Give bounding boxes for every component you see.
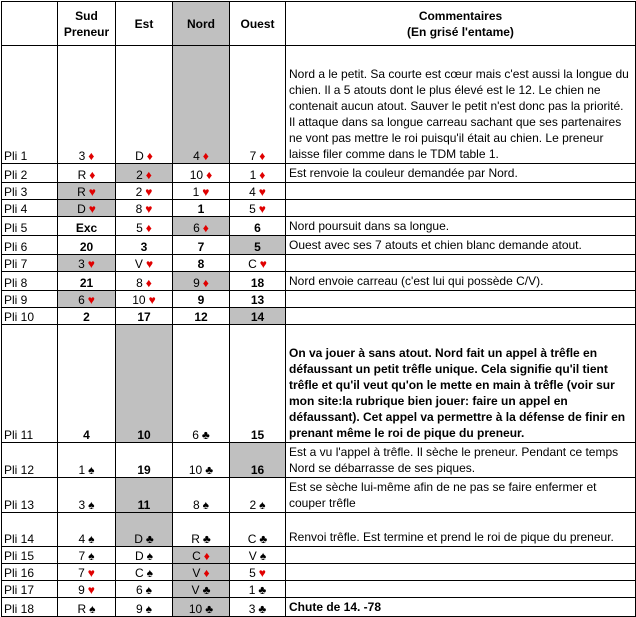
club-icon: ♣ [201, 428, 210, 442]
card-sud [58, 291, 116, 308]
diamond-icon: ♦ [202, 149, 209, 163]
trick-label: Pli 10 [2, 308, 58, 325]
card-ouest [230, 255, 286, 272]
trick-comment: Ouest avec ses 7 atouts et chien blanc demande atout. [286, 236, 636, 255]
card-sud [58, 308, 116, 325]
card-nord [173, 598, 230, 617]
card-value: C [134, 566, 144, 580]
card-value: C [192, 549, 201, 563]
card-nord [173, 443, 230, 478]
card-nord [173, 513, 230, 547]
card-value: 7 [78, 566, 85, 580]
card-est [116, 236, 173, 255]
trick-row [2, 443, 636, 478]
card-nord [173, 164, 230, 183]
heart-icon: ♥ [258, 185, 266, 199]
card-value: D [134, 532, 143, 546]
card-sud [58, 183, 116, 200]
card-ouest [230, 164, 286, 183]
heart-icon: ♥ [258, 202, 266, 216]
diamond-icon: ♦ [259, 149, 266, 163]
spade-icon: ♠ [146, 549, 154, 563]
card-sud [58, 217, 116, 236]
card-ouest [230, 598, 286, 617]
card-value: 10 [188, 463, 203, 477]
card-nord [173, 547, 230, 564]
card-value: 3 [78, 498, 86, 512]
trick-row [2, 564, 636, 581]
card-nord [173, 46, 230, 164]
header-comments-line2: (En grisé l'entame) [407, 24, 514, 39]
club-icon: ♣ [205, 602, 214, 616]
header-sud [58, 2, 116, 46]
card-nord [173, 183, 230, 200]
card-sud [58, 200, 116, 217]
card-est [116, 183, 173, 200]
spade-icon: ♠ [145, 583, 153, 597]
header-blank [2, 2, 58, 46]
header-sud-line1: Sud [75, 8, 98, 23]
header-comments-line1: Commentaires [418, 8, 503, 23]
card-value: 18 [250, 276, 265, 290]
trick-row [2, 547, 636, 564]
trick-row [2, 255, 636, 272]
card-value: 12 [194, 310, 208, 324]
diamond-icon: ♦ [206, 168, 213, 182]
card-ouest [230, 581, 286, 598]
diamond-icon: ♦ [203, 549, 210, 563]
trick-comment: On va jouer à sans atout. Nord fait un appel à trêfle en défaussant un petit trêfle unique. Cela signifie qu'il tient trêfle et qu'il veut qu'on le mette en main à trêfle (voir sur mon site:la rubrique bien jouer: faire un appel en défaussant). Cet appel va permettre à la défense de finir en prenant même le roi de pique du preneur. [286, 325, 636, 443]
trick-comment [286, 200, 636, 217]
trick-comment [286, 581, 636, 598]
trick-comment [286, 255, 636, 272]
card-value: 2 [136, 168, 143, 182]
diamond-icon: ♦ [259, 168, 266, 182]
card-value: 10 [188, 602, 203, 616]
card-value: V [248, 549, 257, 563]
card-est [116, 308, 173, 325]
card-value: 3 [248, 602, 256, 616]
card-ouest [230, 200, 286, 217]
card-value: 4 [249, 185, 256, 199]
card-value: 16 [250, 463, 265, 477]
card-value: 4 [193, 149, 200, 163]
card-value: R [191, 532, 200, 546]
card-nord [173, 272, 230, 291]
card-value: 9 [135, 602, 143, 616]
card-est [116, 598, 173, 617]
card-value: 9 [197, 293, 205, 307]
club-icon: ♣ [202, 583, 211, 597]
trick-comment: Nord a le petit. Sa courte est cœur mais c'est aussi la longue du chien. Il a 5 atouts dont le plus élevé est le 12. Le chien ne contenait aucun atout. Sauver le petit n'est donc pas la priorité. Il attaque dans sa longue carreau sachant que ses partenaires ne vont pas mettre le roi puisqu'il était au chien. Le preneur laisse filer comme dans le TDM table 1. [286, 46, 636, 164]
heart-icon: ♥ [88, 185, 96, 199]
card-ouest [230, 272, 286, 291]
trick-row [2, 200, 636, 217]
card-est [116, 291, 173, 308]
card-ouest [230, 308, 286, 325]
card-value: V [192, 566, 201, 580]
trick-comment: Est renvoie la couleur demandée par Nord. [286, 164, 636, 183]
card-nord [173, 581, 230, 598]
header-nord: Nord [173, 2, 230, 46]
trick-label: Pli 2 [2, 164, 58, 183]
spade-icon: ♠ [259, 549, 267, 563]
card-value: R [77, 168, 87, 182]
club-icon: ♣ [258, 602, 267, 616]
card-sud [58, 581, 116, 598]
card-value: 10 [189, 168, 204, 182]
card-sud [58, 443, 116, 478]
heart-icon: ♥ [87, 293, 95, 307]
card-value: 13 [250, 293, 265, 307]
heart-icon: ♥ [145, 257, 154, 271]
card-value: 7 [197, 240, 205, 254]
card-value: D [135, 149, 144, 163]
card-value: 5 [249, 202, 256, 216]
diamond-icon: ♦ [88, 149, 95, 163]
card-est [116, 164, 173, 183]
card-value: 3 [140, 240, 148, 254]
heart-icon: ♥ [87, 566, 95, 580]
trick-comment [286, 291, 636, 308]
card-value: 6 [192, 428, 199, 442]
card-value: Exc [75, 221, 98, 235]
card-value: 10 [132, 293, 146, 307]
card-value: 8 [197, 257, 205, 271]
card-nord [173, 478, 230, 513]
trick-label: Pli 16 [2, 564, 58, 581]
diamond-icon: ♦ [202, 221, 209, 235]
trick-row [2, 183, 636, 200]
trick-label: Pli 12 [2, 443, 58, 478]
heart-icon: ♥ [258, 566, 266, 580]
card-value: C [248, 257, 257, 271]
card-ouest [230, 236, 286, 255]
card-value: D [134, 549, 144, 563]
trick-label: Pli 4 [2, 200, 58, 217]
card-value: 6 [193, 221, 200, 235]
club-icon: ♣ [259, 532, 268, 546]
card-value: 3 [78, 149, 86, 163]
trick-label: Pli 17 [2, 581, 58, 598]
card-est [116, 581, 173, 598]
card-value: V [134, 257, 143, 271]
trick-row [2, 164, 636, 183]
card-ouest [230, 291, 286, 308]
spade-icon: ♠ [88, 463, 95, 477]
card-sud [58, 564, 116, 581]
card-est [116, 46, 173, 164]
card-value: 2 [135, 185, 143, 199]
spade-icon: ♠ [145, 602, 153, 616]
card-nord [173, 308, 230, 325]
card-est [116, 325, 173, 443]
trick-row [2, 581, 636, 598]
trick-label: Pli 11 [2, 325, 58, 443]
header-row [2, 2, 636, 46]
card-est [116, 200, 173, 217]
card-value: R [77, 602, 87, 616]
card-value: 20 [79, 240, 94, 254]
card-value: 6 [135, 583, 143, 597]
trick-row [2, 598, 636, 617]
card-ouest [230, 443, 286, 478]
card-value: 17 [137, 310, 151, 324]
spade-icon: ♠ [88, 498, 95, 512]
trick-comment [286, 308, 636, 325]
card-value: 1 [249, 168, 257, 182]
card-value: 6 [78, 293, 85, 307]
diamond-icon: ♦ [89, 168, 96, 182]
card-est [116, 513, 173, 547]
card-value: 5 [136, 221, 143, 235]
card-value: 10 [137, 428, 151, 442]
heart-icon: ♥ [148, 293, 156, 307]
trick-comment [286, 564, 636, 581]
spade-icon: ♠ [202, 498, 210, 512]
heart-icon: ♥ [259, 257, 267, 271]
heart-icon: ♥ [87, 257, 95, 271]
card-nord [173, 325, 230, 443]
card-value: 15 [250, 428, 265, 442]
trick-row [2, 272, 636, 291]
card-sud [58, 164, 116, 183]
header-est: Est [116, 2, 173, 46]
diamond-icon: ♦ [146, 149, 153, 163]
card-ouest [230, 183, 286, 200]
trick-label: Pli 3 [2, 183, 58, 200]
trick-label: Pli 15 [2, 547, 58, 564]
spade-icon: ♠ [89, 602, 96, 616]
trick-comment: Chute de 14. -78 [286, 598, 636, 617]
header-sud-line2: Preneur [63, 24, 110, 39]
trick-label: Pli 6 [2, 236, 58, 255]
card-value: C [247, 532, 257, 546]
card-value: 9 [78, 583, 85, 597]
trick-comment: Nord envoie carreau (c'est lui qui possède C/V). [286, 272, 636, 291]
card-nord [173, 564, 230, 581]
card-value: 2 [83, 310, 90, 324]
trick-comment: Renvoi trêfle. Est termine et prend le roi de pique du preneur. [286, 513, 636, 547]
club-icon: ♣ [258, 583, 267, 597]
card-value: 21 [79, 276, 94, 290]
card-value: 1 [78, 463, 86, 477]
card-sud [58, 598, 116, 617]
card-sud [58, 236, 116, 255]
card-sud [58, 513, 116, 547]
card-value: 8 [192, 498, 200, 512]
trick-label: Pli 9 [2, 291, 58, 308]
card-sud [58, 547, 116, 564]
spade-icon: ♠ [88, 549, 95, 563]
card-value: 4 [78, 532, 86, 546]
card-ouest [230, 547, 286, 564]
header-comments [286, 2, 636, 46]
trick-comment: Nord poursuit dans sa longue. [286, 217, 636, 236]
card-value: 2 [249, 498, 257, 512]
trick-row [2, 236, 636, 255]
card-est [116, 217, 173, 236]
card-ouest [230, 217, 286, 236]
card-value: 7 [249, 149, 257, 163]
trick-row [2, 46, 636, 164]
spade-icon: ♠ [88, 532, 95, 546]
card-value: V [191, 583, 200, 597]
tricks-body [2, 46, 636, 617]
club-icon: ♣ [145, 532, 154, 546]
card-est [116, 564, 173, 581]
diamond-icon: ♦ [145, 276, 152, 290]
card-est [116, 478, 173, 513]
card-value: 8 [136, 276, 143, 290]
trick-label: Pli 5 [2, 217, 58, 236]
card-value: 7 [78, 549, 86, 563]
card-value: 1 [197, 202, 205, 216]
diamond-icon: ♦ [145, 168, 152, 182]
card-ouest [230, 325, 286, 443]
diamond-icon: ♦ [203, 566, 210, 580]
card-est [116, 443, 173, 478]
club-icon: ♣ [205, 463, 214, 477]
card-value: R [77, 185, 86, 199]
card-sud [58, 478, 116, 513]
card-value: 9 [193, 276, 200, 290]
trick-row [2, 513, 636, 547]
card-value: 1 [248, 583, 256, 597]
card-value: 11 [137, 498, 151, 512]
diamond-icon: ♦ [202, 276, 209, 290]
trick-comment [286, 183, 636, 200]
card-value: 1 [192, 185, 200, 199]
card-nord [173, 236, 230, 255]
card-ouest [230, 564, 286, 581]
spade-icon: ♠ [146, 566, 154, 580]
card-est [116, 272, 173, 291]
heart-icon: ♥ [145, 202, 153, 216]
card-value: 5 [254, 240, 261, 254]
card-value: 19 [137, 463, 151, 477]
spade-icon: ♠ [259, 498, 266, 512]
trick-label: Pli 14 [2, 513, 58, 547]
card-nord [173, 217, 230, 236]
trick-comment: Est a vu l'appel à trêfle. Il sèche le preneur. Pendant ce temps Nord se débarrasse de ses piques. [286, 443, 636, 478]
card-value: 14 [250, 310, 265, 324]
trick-label: Pli 7 [2, 255, 58, 272]
card-sud [58, 272, 116, 291]
diamond-icon: ♦ [145, 221, 152, 235]
trick-label: Pli 8 [2, 272, 58, 291]
heart-icon: ♥ [145, 185, 153, 199]
card-sud [58, 46, 116, 164]
trick-row [2, 291, 636, 308]
trick-comment: Est se sèche lui-même afin de ne pas se faire enfermer et couper trêfle [286, 478, 636, 513]
card-value: 6 [254, 221, 261, 235]
card-sud [58, 255, 116, 272]
trick-row [2, 325, 636, 443]
card-nord [173, 255, 230, 272]
card-value: 4 [83, 428, 90, 442]
club-icon: ♣ [202, 532, 211, 546]
card-value: 8 [135, 202, 143, 216]
card-value: D [77, 202, 86, 216]
card-ouest [230, 513, 286, 547]
trick-label: Pli 13 [2, 478, 58, 513]
trick-label: Pli 1 [2, 46, 58, 164]
heart-icon: ♥ [88, 202, 96, 216]
card-nord [173, 291, 230, 308]
header-ouest: Ouest [230, 2, 286, 46]
trick-label: Pli 18 [2, 598, 58, 617]
trick-row [2, 217, 636, 236]
heart-icon: ♥ [202, 185, 210, 199]
trick-row [2, 308, 636, 325]
card-est [116, 547, 173, 564]
trick-comment [286, 547, 636, 564]
tricks-table [1, 1, 636, 617]
card-ouest [230, 478, 286, 513]
card-value: 5 [249, 566, 256, 580]
card-value: 3 [78, 257, 85, 271]
card-sud [58, 325, 116, 443]
card-ouest [230, 46, 286, 164]
trick-row [2, 478, 636, 513]
card-est [116, 255, 173, 272]
heart-icon: ♥ [87, 583, 95, 597]
card-nord [173, 200, 230, 217]
